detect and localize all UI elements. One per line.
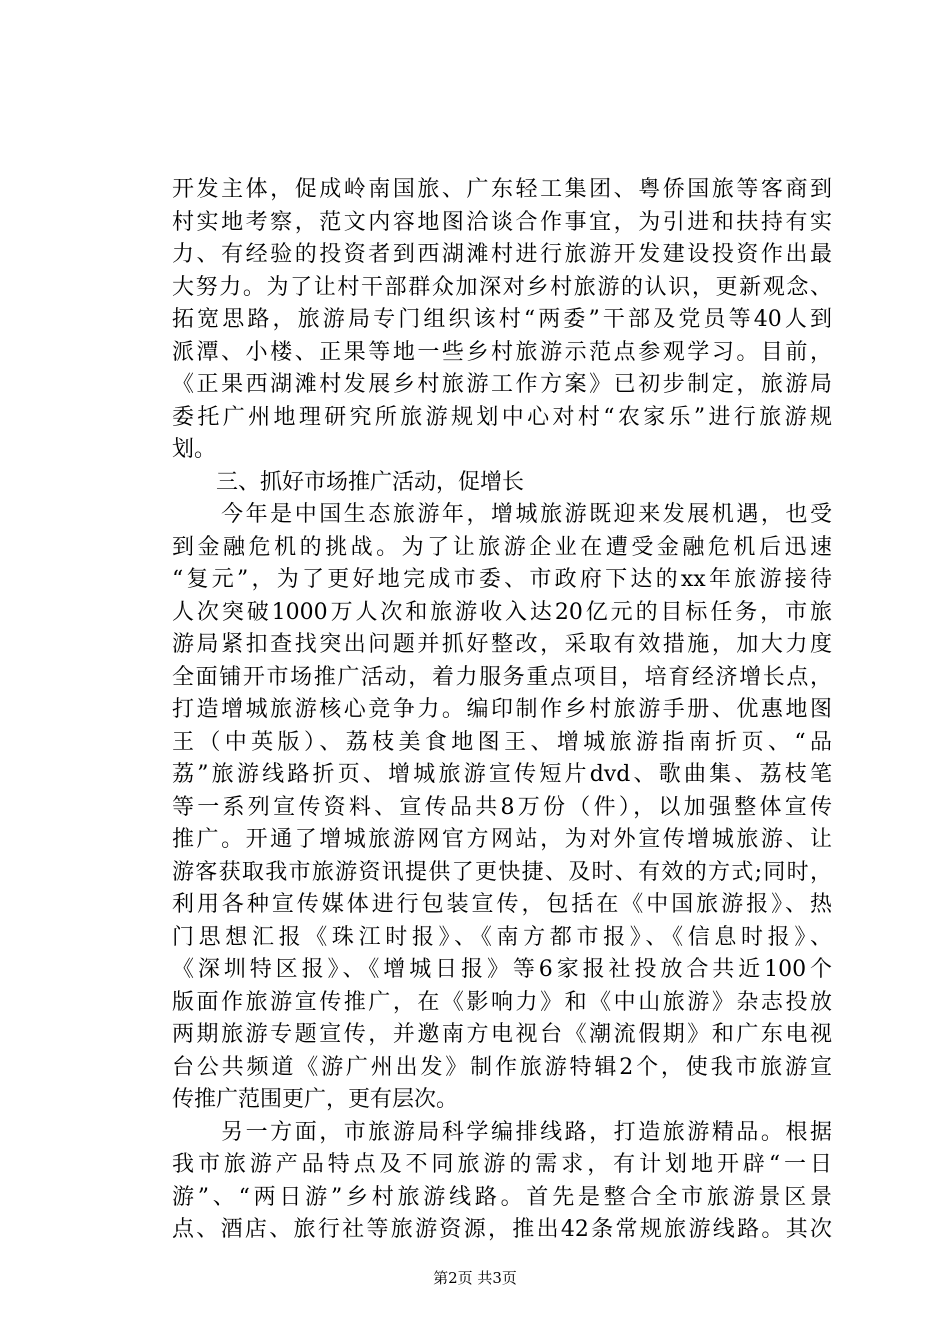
- text-line: 推广。开通了增城旅游网官方网站，为对外宣传增城旅游、让: [172, 827, 832, 852]
- text-line: 游局紧扣查找突出问题并抓好整改，采取有效措施，加大力度: [172, 632, 832, 657]
- text-line: 点、酒店、旅行社等旅游资源，推出42条常规旅游线路。其次: [172, 1217, 832, 1242]
- text-line: 两期旅游专题宣传，并邀南方电视台《潮流假期》和广东电视: [172, 1022, 832, 1047]
- page-footer: 第2页 共3页: [433, 1269, 517, 1287]
- text-line: 等一系列宣传资料、宣传品共8万份（件），以加强整体宣传: [172, 794, 832, 820]
- text-line: 台公共频道《游广州出发》制作旅游特辑2个，使我市旅游宣: [172, 1054, 832, 1080]
- text-line: 游”、“两日游”乡村旅游线路。首先是整合全市旅游景区景: [172, 1184, 832, 1210]
- text-line: 《正果西湖滩村发展乡村旅游工作方案》已初步制定，旅游局: [172, 372, 832, 397]
- document-body: [172, 174, 832, 1247]
- text-line: 开发主体，促成岭南国旅、广东轻工集团、粤侨国旅等客商到: [172, 177, 832, 202]
- text-line: 门思想汇报《珠江时报》、《南方都市报》、《信息时报》、: [172, 924, 832, 950]
- text-line: 到金融危机的挑战。为了让旅游企业在遭受金融危机后迅速: [172, 534, 832, 560]
- text-line: 我市旅游产品特点及不同旅游的需求，有计划地开辟“一日: [172, 1152, 832, 1177]
- text-line: “复元”，为了更好地完成市委、市政府下达的xx年旅游接待: [172, 567, 832, 592]
- text-line: 游客获取我市旅游资讯提供了更快捷、及时、有效的方式;同时，: [172, 859, 832, 885]
- text-line: 版面作旅游宣传推广，在《影响力》和《中山旅游》杂志投放: [172, 989, 832, 1015]
- text-line: 力、有经验的投资者到西湖滩村进行旅游开发建设投资作出最: [172, 242, 832, 267]
- text-line: 利用各种宣传媒体进行包装宣传，包括在《中国旅游报》、热: [172, 892, 832, 917]
- text-line: 拓宽思路，旅游局专门组织该村“两委”干部及党员等40人到: [172, 307, 832, 332]
- text-line: 村实地考察，范文内容地图洽谈合作事宜，为引进和扶持有实: [172, 209, 832, 235]
- text-line: 王（中英版）、荔枝美食地图王、增城旅游指南折页、“品: [172, 729, 832, 755]
- text-line: 全面铺开市场推广活动，着力服务重点项目，培育经济增长点，: [172, 664, 832, 690]
- text-line: 荔”旅游线路折页、增城旅游宣传短片dvd、歌曲集、荔枝笔: [172, 762, 832, 787]
- text-line: 派潭、小楼、正果等地一些乡村旅游示范点参观学习。目前，: [172, 339, 832, 365]
- text-line: 划。: [172, 437, 217, 462]
- text-line: 今年是中国生态旅游年，增城旅游既迎来发展机遇，也受: [172, 502, 832, 527]
- text-line: 传推广范围更广，更有层次。: [172, 1087, 459, 1112]
- text-line: 三、抓好市场推广活动，促增长: [172, 469, 525, 495]
- text-line: 委托广州地理研究所旅游规划中心对村“农家乐”进行旅游规: [172, 404, 832, 430]
- text-line: 《深圳特区报》、《增城日报》等6家报社投放合共近100个: [172, 957, 832, 982]
- text-line: 大努力。为了让村干部群众加深对乡村旅游的认识，更新观念、: [172, 274, 832, 300]
- text-line: 打造增城旅游核心竞争力。编印制作乡村旅游手册、优惠地图: [172, 697, 832, 722]
- text-line: 人次突破1000万人次和旅游收入达20亿元的目标任务，市旅: [172, 599, 832, 625]
- text-line: 另一方面，市旅游局科学编排线路，打造旅游精品。根据: [172, 1119, 832, 1145]
